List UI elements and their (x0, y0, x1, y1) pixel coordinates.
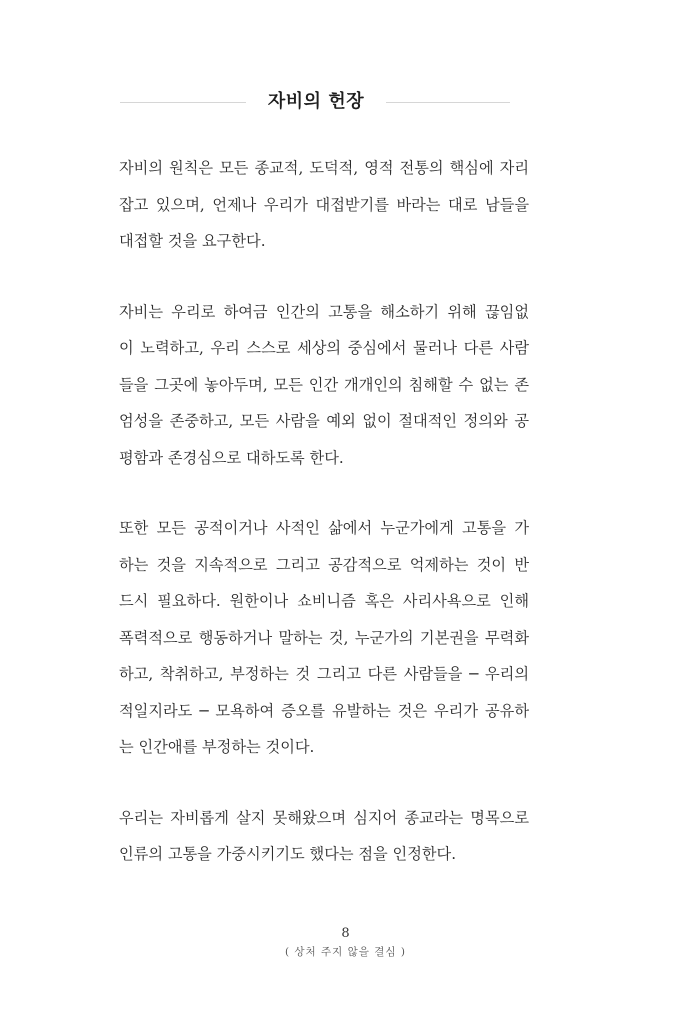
paragraph-2 (119, 294, 529, 477)
text-line: 평함과 존경심으로 대하도록 한다. (119, 448, 344, 467)
body-text (119, 150, 529, 907)
running-book-title: ( 상처 주지 않을 결심 ) (284, 946, 407, 958)
text-line: 는 인간애를 부정하는 것이다. (119, 738, 315, 756)
text-line: 적일지라도 ─ 모욕하여 증오를 유발하는 것은 우리가 공유하 (119, 701, 529, 720)
page-footer (0, 925, 691, 961)
text-line: 자비의 원칙은 모든 종교적, 도덕적, 영적 전통의 핵심에 자리 (119, 159, 529, 177)
text-line: 자비는 우리로 하여금 인간의 고통을 해소하기 위해 끊임없 (119, 302, 529, 321)
text-line: 드시 필요하다. 원한이나 쇼비니즘 혹은 사리사욕으로 인해 (119, 592, 529, 610)
text-line: 또한 모든 공적이거나 사적인 삶에서 누군가에게 고통을 가 (119, 519, 529, 537)
page-number: 8 (341, 926, 350, 941)
text-line: 이 노력하고, 우리 스스로 세상의 중심에서 물러나 다른 사람 (119, 339, 529, 357)
text-line: 대접할 것을 요구한다. (119, 232, 266, 250)
paragraph-3 (119, 510, 529, 766)
text-line: 인류의 고통을 가중시키기도 했다는 점을 인정한다. (119, 845, 457, 863)
text-line: 엄성을 존중하고, 모든 사람을 예외 없이 절대적인 정의와 공 (119, 412, 529, 430)
text-line: 우리는 자비롭게 살지 못해왔으며 심지어 종교라는 명목으로 (119, 808, 529, 827)
text-line: 폭력적으로 행동하거나 말하는 것, 누군가의 기본권을 무력화 (119, 628, 529, 647)
chapter-header (0, 88, 691, 116)
text-line: 하고, 착취하고, 부정하는 것 그리고 다른 사람들을 ─ 우리의 (119, 665, 529, 683)
text-line: 들을 그곳에 놓아두며, 모든 인간 개개인의 침해할 수 없는 존 (119, 375, 529, 394)
chapter-title: 자비의 헌장 (267, 91, 365, 112)
paragraph-1 (119, 150, 529, 260)
header-rule-left (120, 102, 246, 103)
text-line: 하는 것을 지속적으로 그리고 공감적으로 억제하는 것이 반 (119, 555, 529, 574)
header-rule-right (386, 102, 510, 103)
text-line: 잡고 있으며, 언제나 우리가 대접받기를 바라는 대로 남들을 (119, 195, 529, 214)
paragraph-4 (119, 800, 529, 873)
